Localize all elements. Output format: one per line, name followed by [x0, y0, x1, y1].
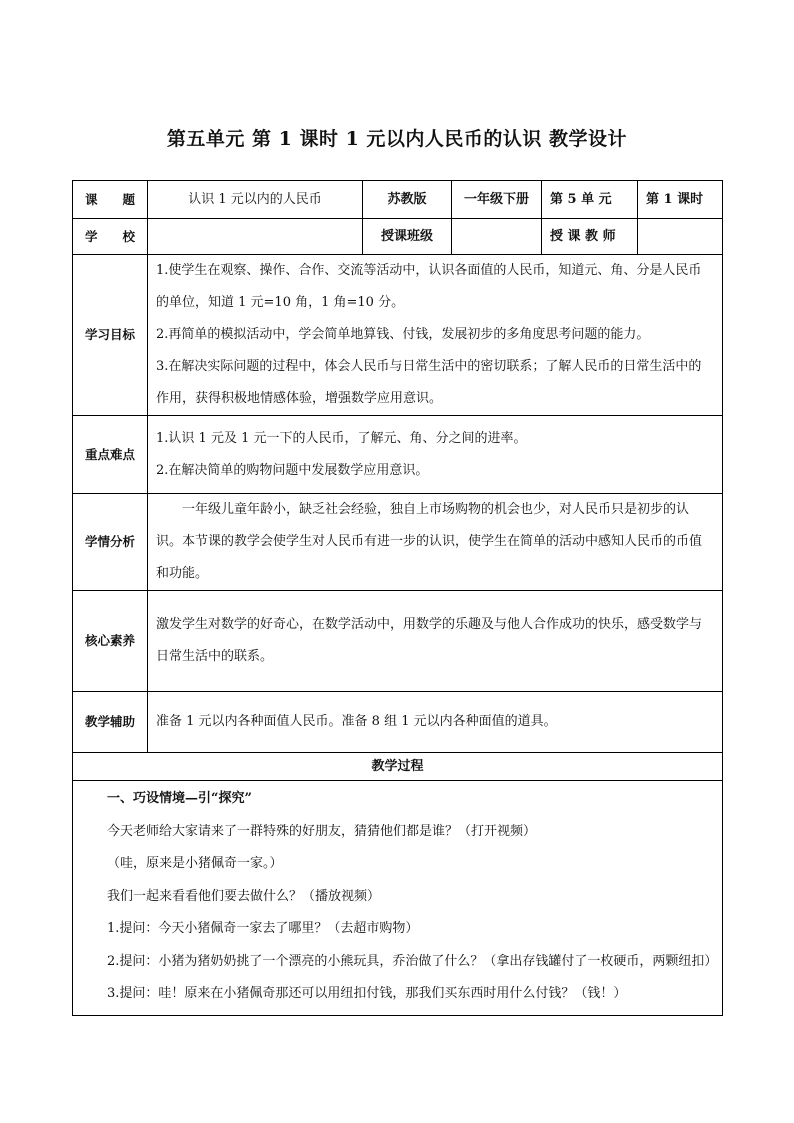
- label-literacy: 核心素养: [73, 591, 148, 692]
- objective-2: 2.再简单的模拟活动中，学会简单地算钱、付钱，发展初步的多角度思考问题的能力。: [156, 327, 650, 342]
- label-topic: 课 题: [73, 181, 148, 219]
- key-points-content: [148, 416, 723, 494]
- key-point-2: 2.在解决简单的购物问题中发展数学应用意识。: [156, 462, 429, 478]
- label-analysis: 学情分析: [73, 494, 148, 591]
- objectives-content: [148, 255, 723, 416]
- row-process-heading: [73, 753, 723, 781]
- objective-1: 1.使学生在观察、操作、合作、交流等活动中，认识各面值的人民币，知道元、角、分是人民币的单位，知道 1 元=10 角，1 角=10 分。: [156, 263, 702, 310]
- row-objectives: [73, 255, 723, 416]
- label-key-points: 重点难点: [73, 416, 148, 494]
- process-content: [73, 781, 723, 1016]
- process-line-1: 今天老师给大家请来了一群特殊的好朋友，猜猜他们都是谁？（打开视频）: [107, 823, 537, 839]
- unit-value: 第 5 单 元: [542, 181, 638, 219]
- publisher-value: 苏教版: [363, 181, 452, 219]
- process-line-4: 1.提问：今天小猪佩奇一家去了哪里？（去超市购物）: [107, 921, 419, 936]
- row-school: [73, 219, 723, 255]
- page-title: 第五单元 第 1 课时 1 元以内人民币的认识 教学设计: [166, 128, 628, 150]
- analysis-content: [148, 494, 723, 591]
- lesson-value: 第 1 课时: [638, 181, 723, 219]
- row-aids: [73, 692, 723, 753]
- literacy-text: 激发学生对数学的好奇心，在数学活动中，用数学的乐趣及与他人合作成功的快乐，感受数学与日常生活中的联系。: [156, 617, 703, 664]
- key-point-1: 1.认识 1 元及 1 元一下的人民币，了解元、角、分之间的进率。: [156, 430, 527, 446]
- process-heading: 教学过程: [73, 753, 723, 781]
- class-value: [452, 219, 542, 255]
- label-school: 学 校: [73, 219, 148, 255]
- objective-3: 3.在解决实际问题的过程中，体会人民币与日常生活中的密切联系；了解人民币的日常生活中的作用，获得积极地情感体验，增强数学应用意识。: [156, 359, 702, 406]
- teacher-value: [638, 219, 723, 255]
- label-objectives: 学习目标: [73, 255, 148, 416]
- aids-text: 准备 1 元以内各种面值人民币。准备 8 组 1 元以内各种面值的道具。: [156, 714, 557, 729]
- school-value: [148, 219, 363, 255]
- row-analysis: [73, 494, 723, 591]
- label-class: 授课班级: [363, 219, 452, 255]
- process-line-5: 2.提问：小猪为猪奶奶挑了一个漂亮的小熊玩具，乔治做了什么？（拿出存钱罐付了一枚硬币，两颗纽扣）: [107, 953, 718, 969]
- row-topic: [73, 181, 723, 219]
- row-key-points: [73, 416, 723, 494]
- process-line-3: 我们一起来看看他们要去做什么？（播放视频）: [107, 888, 381, 904]
- process-line-2: （哇，原来是小猪佩奇一家。）: [107, 856, 283, 871]
- label-teacher: 授 课 教 师: [542, 219, 638, 255]
- row-process: [73, 781, 723, 1016]
- topic-value: 认识 1 元以内的人民币: [148, 181, 363, 219]
- literacy-content: [148, 591, 723, 692]
- label-aids: 教学辅助: [73, 692, 148, 753]
- row-literacy: [73, 591, 723, 692]
- process-line-6: 3.提问：哇！原来在小猪佩奇那还可以用纽扣付钱，那我们买东西时用什么付钱？（钱！）: [107, 986, 627, 1001]
- lesson-plan-table: [72, 180, 723, 1016]
- analysis-text: 一年级儿童年龄小，缺乏社会经验，独自上市场购物的机会也少，对人民币只是初步的认识。本节课的教学会使学生对人民币有进一步的认识，使学生在简单的活动中感知人民币的币值和功能。: [156, 502, 703, 581]
- aids-content: [148, 692, 723, 753]
- grade-value: 一年级下册: [452, 181, 542, 219]
- step-title: 一、巧设情境—引“探究”: [107, 791, 252, 806]
